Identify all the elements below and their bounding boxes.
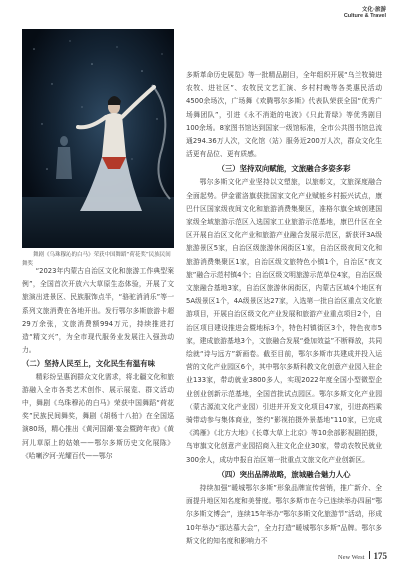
section-title-cn: 文化·旅游 (361, 7, 386, 13)
divider (369, 551, 370, 559)
photo-caption: 舞剧《乌珠穆沁的白马》荣获中国舞蹈“荷花奖”民族民间舞奖 (22, 252, 171, 267)
dance-performance-photo (22, 29, 174, 248)
section-header (344, 7, 386, 20)
section-heading: （四）突出品牌战略，旅城融合魅力人心 (217, 469, 351, 479)
paragraph: 持续加强“暖城鄂尔多斯”形象品牌宣传营销，推广新介、全面提升地区知名度和美誉度。鄂尔多斯市在今已连续举办四届“鄂尔多斯文博会”，连续15年举办“鄂尔多斯文化旅游节”活动，形成10年举办“那达慕大会”，全力打造“暖城鄂尔多斯”品牌。鄂尔多斯文化的知名度和影响力不 (186, 483, 382, 545)
paragraph: 精彩纷呈惠润群众文化需求，将北疆文化和旅游融入全市各类艺术创作、展示展览、群文活动中，舞剧《乌珠穆沁的白马》荣获中国舞蹈“荷花奖”民族民间舞奖，舞剧《胡杨十八拍》在全国巡演80场，精心推出《黄河国潮·宴会暨跨年夜》《黄河儿草原上的姑娘——鄂尔多斯历史文化展陈》《哈喇汐河·光耀百代——鄂尔 (22, 372, 174, 460)
paragraph: 多斯革命历史展览》等一批精品剧目，全年组织开展“乌兰牧骑进农牧、进社区”、农牧民文艺汇演、乡村村晚等各类惠民活动4500余场次，广场舞《欢腾鄂尔多斯》代表队荣获全国“优秀广场舞团队”，引进《永不消逝的电波》《只此青绿》等优秀剧目100余场。8家图书馆达到国家一级馆标准，全市公共图书馆总流通294.36万人次，文化馆（站）服务近200万人次，群众文化生活更有品位、更有质感。 (186, 71, 382, 159)
page-number: 175 (373, 551, 387, 561)
page-footer (338, 551, 387, 561)
magazine-name: New West (337, 554, 365, 561)
section-title-en: Culture & Travel (343, 13, 386, 20)
left-column (22, 265, 174, 463)
right-column (186, 69, 382, 548)
paragraph: “2023年内蒙古自治区文化和旅游工作典型案例”，全国首次开放六大草原生态体验，开展了文旅演出进景区、民族服饰点半，“骆驼消消乐”等一系列文旅消费在各地开出。发行鄂尔多斯旅游卡超29万余张，文旅消费额994万元，持续推进打造“精文兴”，为全市现代服务业发展注入强劲动力。 (22, 267, 174, 355)
section-heading: （二）坚持人民至上，文化民生有温有味 (22, 359, 156, 369)
section-heading: （三）坚持双向赋能，文旅融合多姿多彩 (217, 164, 351, 174)
paragraph: 鄂尔多斯文化产业坚持以文塑旅，以旅彰文，文旅深度融合全面起势。伊金霍洛旗获批国家文化产业赋能乡村振兴试点，康巴什区国家级夜间文化和旅游消费集聚区，准格尔旗全域创建国家级全域旅游示范区入选国家工业旅游示范基地，康巴什区在全区开展自治区文化产业和旅游产业融合发展示范区，新获评3A级旅游景区5家，自治区级旅游休闲街区1家，自治区级夜间文化和旅游消费集聚区1家，自治区级文旅特色小镇1个，自治区“夜文旅”融合示范村镇4个；自治区级文明旅游示范单位4家，自治区级文旅融合基地3家，自治区旅游休闲街区，内蒙古区域4个地区有5A级景区1个，4A级景区达27家，入选第一批自治区重点文化旅游项目，开展自治区级文化产业发展和旅游产业重点项目2个，自治区项目建设推进会暨地标3个，特色村镇街区3个，特色夜市5家，建成旅游基地3个，文旅融合发展“叠加效益”不断释放，共同绘就“诗与远方”新画卷。截至目前，鄂尔多斯市共建成并投入运营的文化产业园区6个，其中鄂尔多斯科教文化创意产业园入驻企业133家，带动就业3800多人，实现2022年度全国小型微型企业创业创新示范基地，全国首批试点园区。鄂尔多斯文化产业园（蒙古源流文化产业园）引进并开发文化项目47家，引进高档乘骑带动参与集体商业，签约“影视拍摄外景基地”110家，已完成《鸿雁》《北方大地》《长尊大草上北京》等10余部影视剧拍摄，鸟审旗文化创意产业园招商入驻文化企业30家，带动农牧民就业300余人，成功申报自治区第一批重点文旅文化产业创新区。 (186, 178, 382, 464)
